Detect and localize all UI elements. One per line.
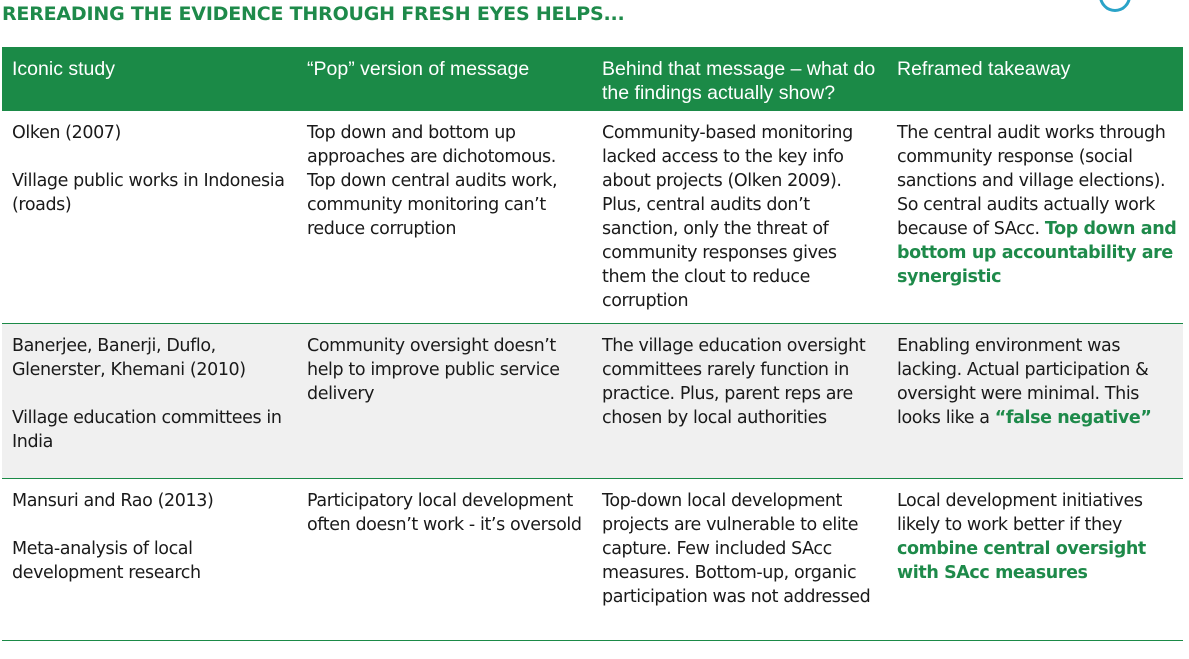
cell-takeaway [887,111,1183,324]
takeaway-highlight: combine central oversight with SAcc measures [897,539,1146,583]
cell-pop-message: Top down and bottom up approaches are dichotomous. Top down central audits work, community monitoring can’t reduce corruption [297,111,592,324]
cell-pop-message: Participatory local development often doesn’t work - it’s oversold [297,479,592,641]
cell-behind-message: The village education oversight committees rarely function in practice. Plus, parent reps are chosen by local authorities [592,324,887,479]
study-description: Meta-analysis of local development research [12,539,201,583]
study-description: Village public works in Indonesia (roads) [12,171,285,215]
header-iconic-study: Iconic study [2,47,297,111]
takeaway-highlight: “false negative” [994,408,1152,428]
header-reframed-takeaway: Reframed takeaway [887,47,1183,111]
study-reference: Olken (2007) [12,123,121,143]
table-header-row [2,47,1183,111]
page-title: REREADING THE EVIDENCE THROUGH FRESH EYES HELPS... [2,3,625,25]
logo-arc-icon [1092,0,1137,19]
cell-study [2,324,297,479]
header-behind-message: Behind that message – what do the findings actually show? [592,47,887,111]
table-row [2,324,1183,479]
cell-study [2,479,297,641]
cell-study [2,111,297,324]
takeaway-text: The central audit works through community response (social sanctions and village elections). So central audits actually work because of SAcc. [897,123,1166,239]
table-row [2,111,1183,324]
takeaway-highlight: Top down and bottom up accountability are synergistic [897,219,1177,287]
study-reference: Banerjee, Banerji, Duflo, Glenerster, Khemani (2010) [12,336,246,380]
header-pop-version: “Pop” version of message [297,47,592,111]
evidence-table [2,47,1183,641]
cell-behind-message: Community-based monitoring lacked access to the key info about projects (Olken 2009). Plus, central audits don’t sanction, only the threat of community responses gives them the clout to reduce corruption [592,111,887,324]
cell-takeaway [887,324,1183,479]
table-row [2,479,1183,641]
cell-behind-message: Top-down local development projects are vulnerable to elite capture. Few included SAcc measures. Bottom-up, organic participation was not addressed [592,479,887,641]
takeaway-text: Enabling environment was lacking. Actual participation & oversight were minimal. This looks like a [897,336,1149,428]
cell-takeaway [887,479,1183,641]
cell-pop-message: Community oversight doesn’t help to improve public service delivery [297,324,592,479]
study-reference: Mansuri and Rao (2013) [12,491,214,511]
study-description: Village education committees in India [12,408,282,452]
takeaway-text: Local development initiatives likely to work better if they [897,491,1143,535]
